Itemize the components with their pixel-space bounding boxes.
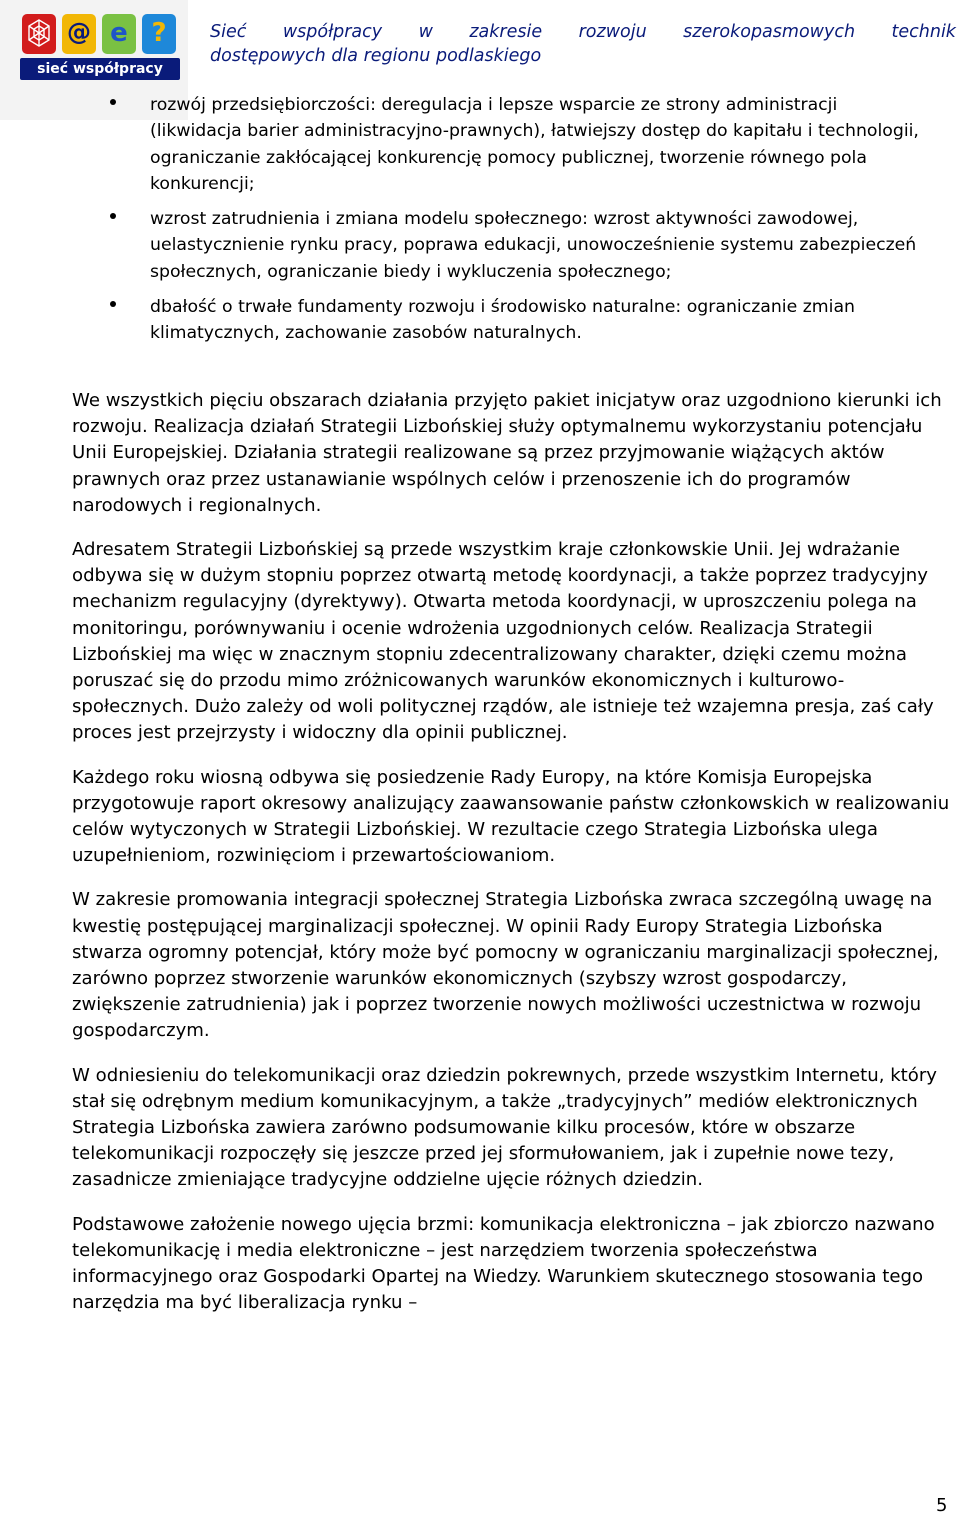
- list-item-text: dbałość o trwałe fundamenty rozwoju i środowisko naturalne: ograniczanie zmian klimatycznych, zachowanie zasobów naturalnych.: [150, 297, 855, 344]
- bullet-icon: [110, 213, 116, 219]
- bullet-icon: [110, 301, 116, 307]
- question-icon: ?: [142, 14, 176, 54]
- list-item-text: wzrost zatrudnienia i zmiana modelu społecznego: wzrost aktywności zawodowej, uelastycznienie rynku pracy, poprawa edukacji, unowocześnienie systemu zabezpieczeń społecznych, ograniczanie biedy i wykluczenia społecznego;: [150, 209, 917, 282]
- paragraph: W odniesieniu do telekomunikacji oraz dziedzin pokrewnych, przede wszystkim Internetu, który stał się odrębnym medium komunikacyjnym, a także „tradycyjnych” mediów elektronicznych Strategia Lizbońska zawiera zarówno podsumowanie kilku procesów, które w obszarze telekomunikacji rozpoczęły się jeszcze przed jej sformułowaniem, jak i zupełnie nowe tezy, zasadnicze zmieniające tradycyjne oddzielne ujęcie różnych dziedzin.: [72, 1064, 937, 1191]
- list-item: [0, 92, 920, 197]
- header-word: zakresie: [469, 22, 543, 42]
- list-item: [0, 206, 920, 285]
- header-line-2: dostępowych dla regionu podlaskiego: [210, 46, 542, 66]
- header-word: szerokopasmowych: [683, 22, 856, 42]
- header-word: Sieć: [210, 22, 247, 42]
- body-text: [72, 388, 952, 1335]
- paragraph: Każdego roku wiosną odbywa się posiedzenie Rady Europy, na które Komisja Europejska przygotowuje raport okresowy analizujący zaawansowanie państw członkowskich w realizowaniu celów wytyczonych w Strategii Lizbońskiej. W rezultacie czego Strategia Lizbońska ulega uzupełnieniom, rozwinięciom i przewartościowaniom.: [72, 766, 950, 867]
- bullet-list: [0, 92, 960, 356]
- logo-text: sieć współpracy: [20, 58, 180, 80]
- list-item: [0, 294, 920, 347]
- page-number: 5: [936, 1495, 948, 1516]
- paragraph: W zakresie promowania integracji społecznej Strategia Lizbońska zwraca szczególną uwagę na kwestię postępującej marginalizacji społecznej. W opinii Rady Europy Strategia Lizbońska stwarza ogromny potencjał, który może być pomocny w ograniczaniu marginalizacji społecznej, zarówno poprzez stworzenie warunków ekonomicznych (szybszy wzrost gospodarczy, zwiększenie zatrudnienia) jak i poprzez tworzenie nowych możliwości uczestnictwa w rozwoju gospodarczym.: [72, 889, 939, 1042]
- list-item-text: rozwój przedsiębiorczości: deregulacja i lepsze wsparcie ze strony administracji (likwidacja barier administracyjno-prawnych), łatwiejszy dostęp do kapitału i technologii, ograniczanie zakłócającej konkurencję pomocy publicznej, tworzenie równego pola konkurencji;: [150, 95, 919, 194]
- header-word: rozwoju: [578, 22, 647, 42]
- ie-icon: e: [102, 14, 136, 54]
- bullet-icon: [110, 99, 116, 105]
- at-sign-icon: @: [62, 14, 96, 54]
- spider-web-icon: [22, 14, 56, 54]
- paragraph: We wszystkich pięciu obszarach działania przyjęto pakiet inicjatyw oraz uzgodniono kierunki ich rozwoju. Realizacja działań Strategii Lizbońskiej służy optymalnemu wykorzystaniu potencjału Unii Europejskiej. Działania strategii realizowane są przez przyjmowanie wiążących aktów prawnych oraz przez ustanawianie wspólnych celów i przenoszenie ich do programów narodowych i regionalnych.: [72, 390, 942, 516]
- header-word: technik: [891, 22, 956, 42]
- header-word: w: [418, 22, 433, 42]
- paragraph: Adresatem Strategii Lizbońskiej są przede wszystkim kraje członkowskie Unii. Jej wdrażanie odbywa się w dużym stopniu poprzez otwartą metodę koordynacji, a także poprzez tradycyjny mechanizm regulacyjny (dyrektywy). Otwarta metoda koordynacji, w uproszczeniu polega na monitoringu, porównywaniu i ocenie wdrożenia uzgodnionych celów. Realizacja Strategii Lizbońskiej ma więc w znacznym stopniu zdecentralizowany charakter, dzięki czemu można poruszać się do przodu mimo zróżnicowanych warunków ekonomicznych i kulturowo-społecznych. Dużo zależy od woli politycznej rządów, ale istnieje też wzajemna presja, zaś cały proces jest przejrzysty i widoczny dla opinii publicznej.: [72, 539, 934, 744]
- header-line-1: [210, 20, 956, 44]
- header-word: współpracy: [282, 22, 383, 42]
- paragraph: Podstawowe założenie nowego ujęcia brzmi: komunikacja elektroniczna – jak zbiorczo nazwano telekomunikację i media elektroniczne – jest narzędziem tworzenia społeczeństwa informacyjnego oraz Gospodarki Opartej na Wiedzy. Warunkiem skutecznego stosowania tego narzędzia ma być liberalizacja rynku –: [72, 1213, 935, 1314]
- document-header: [210, 20, 956, 68]
